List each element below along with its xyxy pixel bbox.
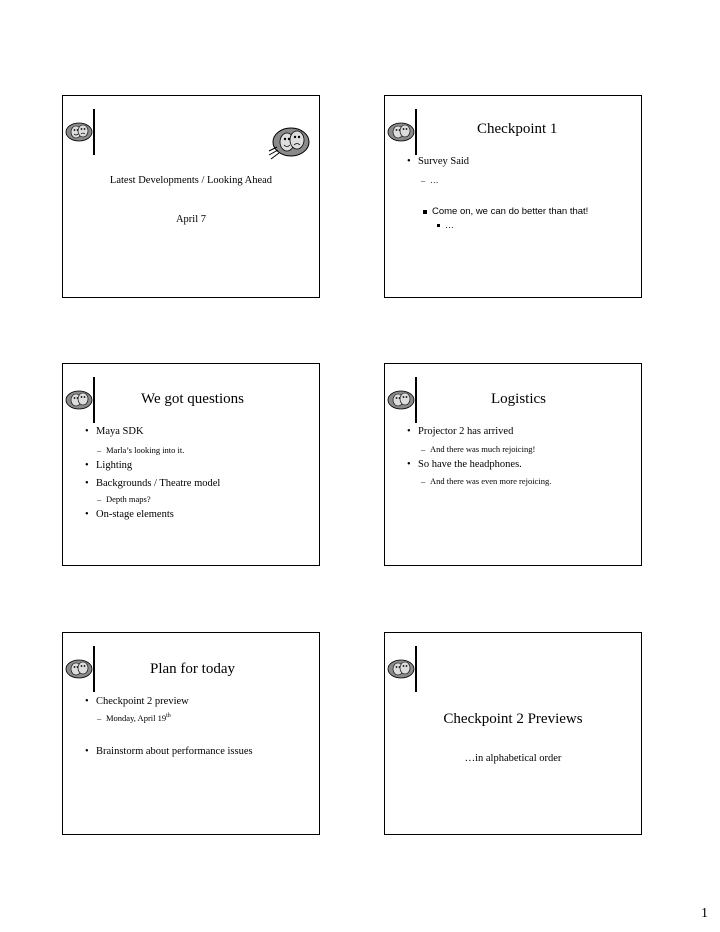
- bullet-item: • Checkpoint 2 preview: [96, 696, 189, 707]
- bullet-item: • Projector 2 has arrived: [418, 426, 513, 437]
- bullet-item: • Brainstorm about performance issues: [96, 746, 253, 757]
- bullet-item: • Backgrounds / Theatre model: [96, 478, 220, 489]
- slide-2: [384, 95, 642, 298]
- slide-1-heading: Latest Developments / Looking Ahead: [109, 175, 273, 186]
- theatre-masks-icon: [387, 389, 415, 411]
- bullet-item: • On-stage elements: [96, 509, 174, 520]
- sub-bullet-item: – …: [430, 175, 439, 185]
- theatre-masks-icon: [387, 121, 415, 143]
- theatre-masks-icon: [65, 658, 93, 680]
- logo-divider: [93, 377, 95, 423]
- slide-1: [62, 95, 320, 298]
- slide-2-title: Checkpoint 1: [477, 121, 558, 137]
- theatre-masks-icon: [65, 389, 93, 411]
- date-text: Monday, April 19: [106, 713, 167, 723]
- slide-4: [384, 363, 642, 566]
- theatre-masks-icon: [267, 125, 311, 161]
- slide-6-title: Checkpoint 2 Previews: [443, 711, 583, 727]
- logo-divider: [415, 109, 417, 155]
- slide-4-title: Logistics: [491, 391, 546, 407]
- logo-divider: [415, 377, 417, 423]
- bullet-item: • Survey Said: [418, 156, 469, 167]
- sub-bullet-item: – Depth maps?: [106, 494, 151, 504]
- sub-bullet-item: – And there was much rejoicing!: [430, 444, 535, 454]
- square-bullet-item: Come on, we can do better than that!: [432, 206, 589, 217]
- slide-5-title: Plan for today: [150, 661, 235, 677]
- slide-3: [62, 363, 320, 566]
- slide-6-subtitle: …in alphabetical order: [464, 753, 562, 764]
- slide-1-date: April 7: [175, 214, 207, 225]
- bullet-item: • So have the headphones.: [418, 459, 522, 470]
- logo-divider: [93, 646, 95, 692]
- sub-bullet-item: – Marla’s looking into it.: [106, 445, 184, 455]
- logo-divider: [93, 109, 95, 155]
- bullet-item: • Maya SDK: [96, 426, 144, 437]
- logo-divider: [415, 646, 417, 692]
- sub-bullet-item: – And there was even more rejoicing.: [430, 476, 551, 486]
- page-number: 1: [701, 906, 708, 921]
- slide-6: [384, 632, 642, 835]
- bullet-item: • Lighting: [96, 460, 132, 471]
- ordinal-suffix: th: [166, 713, 171, 720]
- slide-3-title: We got questions: [141, 391, 244, 407]
- slide-5: [62, 632, 320, 835]
- theatre-masks-icon: [65, 121, 93, 143]
- theatre-masks-icon: [387, 658, 415, 680]
- sub-bullet-item: [106, 713, 171, 723]
- square-sub-bullet-item: …: [445, 220, 454, 230]
